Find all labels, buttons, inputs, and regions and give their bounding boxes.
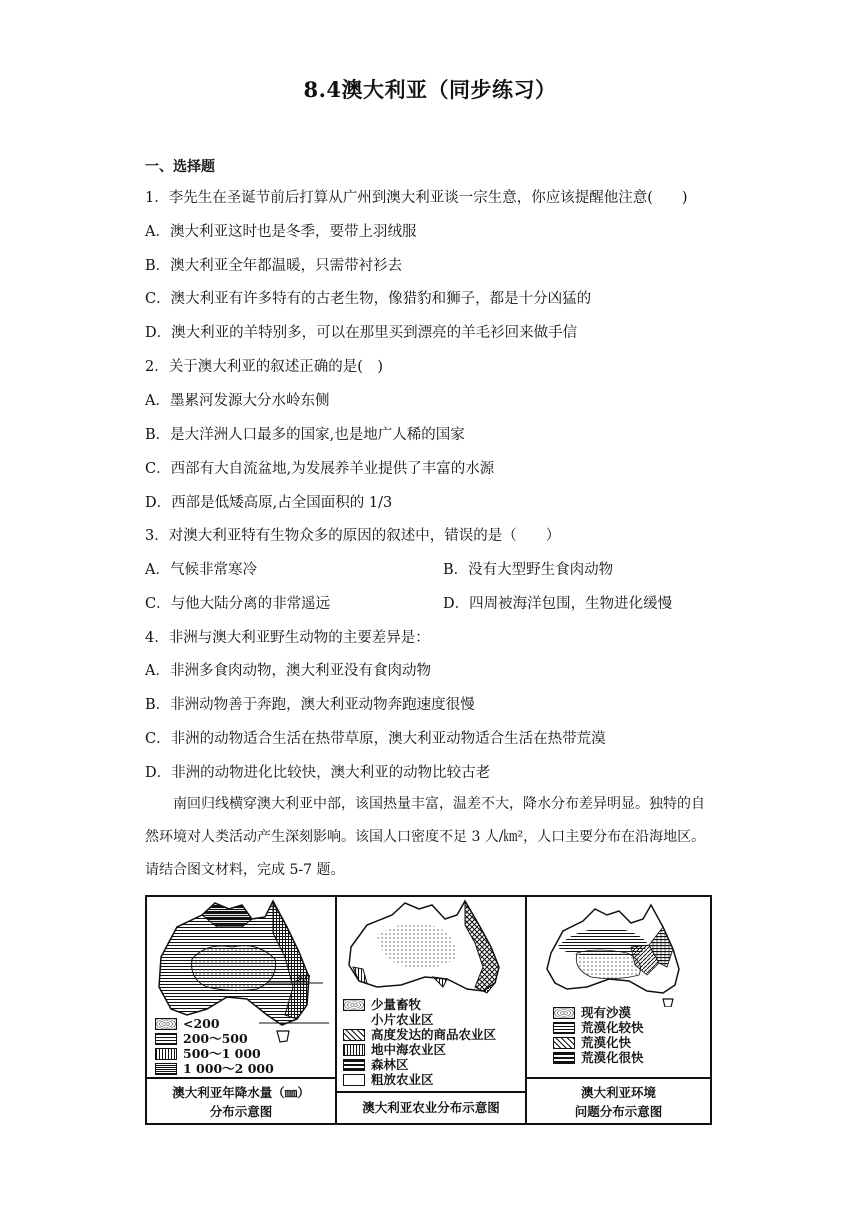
question-4-stem: 4．非洲与澳大利亚野生动物的主要差异是： xyxy=(145,630,430,646)
legend-item xyxy=(553,1050,644,1065)
legend-swatch xyxy=(553,1022,575,1034)
passage-text: 南回归线横穿澳大利亚中部，该国热量丰富，温差不大，降水分布差异明显。独特的自然环境对人类活动产生深刻影响。该国人口密度不足 3 人/㎞²，人口主要分布在沿海地区。请结合图文材料，完成 5-7 题。 xyxy=(145,796,706,878)
map-figure xyxy=(145,895,712,1125)
environment-legend xyxy=(553,1005,644,1065)
legend-swatch xyxy=(343,1074,365,1086)
question-1-option-a: A．澳大利亚这时也是冬季，要带上羽绒服 xyxy=(145,224,417,240)
legend-swatch xyxy=(553,1037,575,1049)
question-1-option-b: B．澳大利亚全年都温暖，只需带衬衫去 xyxy=(145,258,403,274)
question-2-option-b: B．是大洋洲人口最多的国家,也是地广人稀的国家 xyxy=(145,427,465,443)
legend-label: 500～1 000 xyxy=(183,1046,261,1061)
precipitation-caption xyxy=(147,1077,335,1123)
question-4-option-a: A．非洲多食肉动物，澳大利亚没有食肉动物 xyxy=(145,663,431,679)
legend-item xyxy=(553,1020,644,1035)
question-2-option-c: C．西部有大自流盆地,为发展养羊业提供了丰富的水源 xyxy=(145,461,495,477)
legend-label: 荒漠化很快 xyxy=(581,1050,644,1065)
legend-label: 1 000～2 000 xyxy=(183,1061,274,1076)
legend-item xyxy=(343,1027,496,1042)
question-2-option-a: A．墨累河发源大分水岭东侧 xyxy=(145,393,330,409)
question-2-option-d: D．西部是低矮高原,占全国面积的 1/3 xyxy=(145,495,393,511)
legend-label: <200 xyxy=(183,1016,220,1031)
legend-item xyxy=(343,1072,496,1087)
legend-label: 小片农业区 xyxy=(371,1012,434,1027)
legend-swatch xyxy=(155,1033,177,1045)
legend-label: 地中海农业区 xyxy=(371,1042,447,1057)
legend-swatch xyxy=(343,999,365,1011)
question-3-option-c: C．与他大陆分离的非常遥远 xyxy=(145,596,331,612)
legend-swatch xyxy=(343,1044,365,1056)
environment-map xyxy=(527,897,708,1007)
question-1-option-c: C．澳大利亚有许多特有的古老生物，像猎豹和狮子，都是十分凶猛的 xyxy=(145,291,592,307)
legend-label: 少量畜牧 xyxy=(371,997,422,1012)
legend-item xyxy=(553,1005,644,1020)
legend-item xyxy=(155,1046,274,1061)
legend-item xyxy=(155,1061,274,1076)
legend-item xyxy=(343,1057,496,1072)
legend-label: 荒漠化快 xyxy=(581,1035,632,1050)
section-heading: 一、选择题 xyxy=(145,159,215,175)
question-1-option-d: D．澳大利亚的羊特别多，可以在那里买到漂亮的羊毛衫回来做手信 xyxy=(145,325,578,341)
legend-item xyxy=(155,1031,274,1046)
question-4-option-d: D．非洲的动物进化比较快，澳大利亚的动物比较古老 xyxy=(145,765,491,781)
legend-swatch xyxy=(155,1018,177,1030)
caption-line: 澳大利亚环境 xyxy=(580,1085,656,1100)
reading-passage xyxy=(145,788,715,887)
page-title: 8.4澳大利亚（同步练习） xyxy=(303,77,557,102)
legend-item xyxy=(343,1012,496,1027)
question-4-option-c: C．非洲的动物适合生活在热带草原，澳大利亚动物适合生活在热带荒漠 xyxy=(145,731,606,747)
legend-label: 高度发达的商品农业区 xyxy=(371,1027,497,1042)
legend-swatch xyxy=(553,1052,575,1064)
agriculture-legend xyxy=(343,997,496,1087)
question-3-stem: 3．对澳大利亚特有生物众多的原因的叙述中，错误的是（ ） xyxy=(145,528,561,544)
question-3-option-a: A．气候非常寒冷 xyxy=(145,562,257,578)
agriculture-map xyxy=(337,897,525,997)
latitude-label: 30° xyxy=(295,974,311,984)
legend-label: 森林区 xyxy=(371,1057,409,1072)
legend-label: 现有沙漠 xyxy=(581,1005,632,1020)
environment-caption xyxy=(527,1077,710,1123)
legend-item xyxy=(155,1016,274,1031)
agriculture-map-panel xyxy=(337,897,527,1123)
caption-line: 澳大利亚年降水量（㎜） xyxy=(172,1085,310,1100)
legend-swatch xyxy=(553,1007,575,1019)
caption-line: 问题分布示意图 xyxy=(574,1104,663,1119)
legend-item xyxy=(553,1035,644,1050)
legend-item xyxy=(343,1042,496,1057)
legend-swatch xyxy=(343,1059,365,1071)
legend-swatch xyxy=(155,1048,177,1060)
legend-swatch xyxy=(343,1029,365,1041)
legend-item xyxy=(343,997,496,1012)
precipitation-legend xyxy=(155,1016,274,1076)
legend-label: 200～500 xyxy=(183,1031,248,1046)
caption-line: 分布示意图 xyxy=(209,1104,273,1119)
question-2-stem: 2．关于澳大利亚的叙述正确的是( ) xyxy=(145,359,384,375)
question-4-option-b: B．非洲动物善于奔跑，澳大利亚动物奔跑速度很慢 xyxy=(145,697,475,713)
question-3-option-d: D．四周被海洋包围，生物进化缓慢 xyxy=(443,596,673,612)
environment-map-panel xyxy=(527,897,710,1123)
legend-swatch xyxy=(155,1063,177,1075)
legend-label: 粗放农业区 xyxy=(371,1072,434,1087)
legend-label: 荒漠化较快 xyxy=(581,1020,644,1035)
question-1-stem: 1．李先生在圣诞节前后打算从广州到澳大利亚谈一宗生意，你应该提醒他注意( ) xyxy=(145,190,688,206)
precipitation-map-panel xyxy=(147,897,337,1123)
question-3-option-b: B．没有大型野生食肉动物 xyxy=(443,562,614,578)
agriculture-caption: 澳大利亚农业分布示意图 xyxy=(337,1091,525,1123)
